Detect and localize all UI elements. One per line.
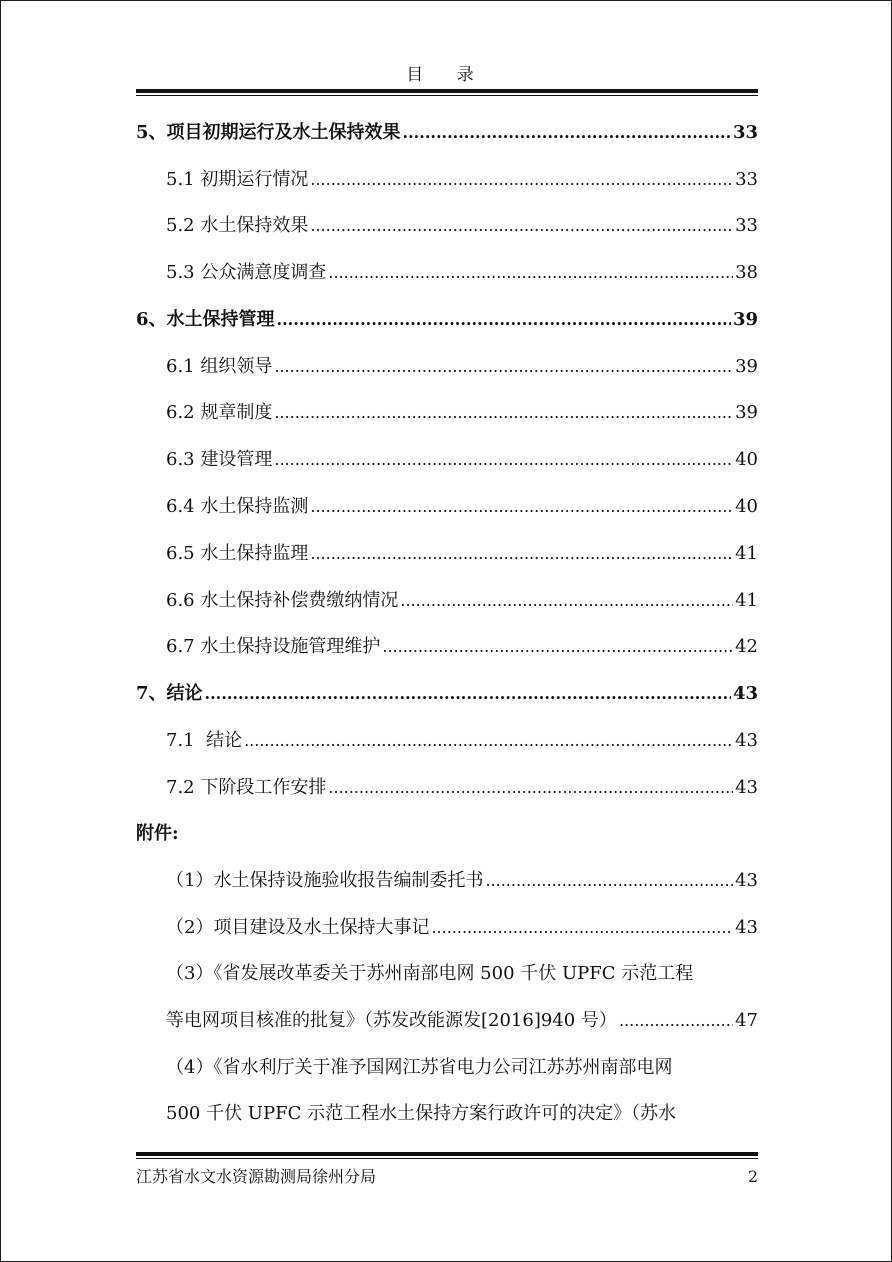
- dot-leader: [244, 729, 733, 753]
- dot-leader: [403, 121, 731, 145]
- dot-leader: [431, 916, 733, 940]
- toc-entry-page: 39: [735, 356, 758, 377]
- toc-entry-6-4[interactable]: [166, 495, 758, 519]
- toc-entry-5-2[interactable]: [166, 214, 758, 238]
- dot-leader: [382, 635, 733, 659]
- toc-entry-6-6[interactable]: [166, 589, 758, 613]
- toc-entry-7-2[interactable]: [166, 776, 758, 800]
- dot-leader: [400, 589, 733, 613]
- toc-entry-title: 6.1 组织领导: [166, 356, 273, 377]
- dot-leader: [310, 214, 733, 238]
- dot-leader: [274, 401, 733, 425]
- toc-entry-page: 43: [735, 730, 758, 751]
- appendix-item-2[interactable]: [166, 916, 758, 940]
- appendix-item-1[interactable]: [166, 869, 758, 893]
- dot-leader: [619, 1009, 733, 1033]
- toc-entry-title: 6.4 水土保持监测: [166, 496, 309, 517]
- toc-entry-page: 33: [735, 169, 758, 190]
- toc-entry-title: 6.5 水土保持监理: [166, 543, 309, 564]
- toc-entry-title: 6.3 建设管理: [166, 449, 273, 470]
- footer-page-number: 2: [747, 1167, 758, 1186]
- toc-entry-title: 5、项目初期运行及水土保持效果: [136, 122, 401, 143]
- toc-entry-page: 38: [735, 262, 758, 283]
- dot-leader: [310, 495, 733, 519]
- toc-entry-6[interactable]: [136, 308, 758, 332]
- toc-entry-page: 41: [735, 543, 758, 564]
- dot-leader: [274, 448, 733, 472]
- appendix-item-3-line-1[interactable]: （3）《省发展改革委关于苏州南部电网 500 千伏 UPFC 示范工程: [166, 963, 694, 984]
- toc-entry-page: 33: [732, 122, 758, 143]
- toc-entry-page: 42: [735, 636, 758, 657]
- toc-entry-page: 39: [735, 402, 758, 423]
- toc-entry-6-7[interactable]: [166, 635, 758, 659]
- toc-entry-title: （1）水土保持设施验收报告编制委托书: [166, 870, 484, 891]
- toc-entry-page: 39: [732, 309, 758, 330]
- toc-entry-title: 6、水土保持管理: [136, 309, 275, 330]
- toc-entry-title: 5.1 初期运行情况: [166, 169, 309, 190]
- toc-entry-title: 6.2 规章制度: [166, 402, 273, 423]
- toc-entry-page: 40: [735, 496, 758, 517]
- dot-leader: [310, 168, 733, 192]
- toc-entry-title: （2）项目建设及水土保持大事记: [166, 917, 430, 938]
- toc-entry-page: 33: [735, 215, 758, 236]
- footer-rule-thick: [136, 1152, 758, 1156]
- footer-rule-thin: [136, 1158, 758, 1159]
- toc-entry-5-3[interactable]: [166, 261, 758, 285]
- toc-entry-title: 5.2 水土保持效果: [166, 215, 309, 236]
- toc-entry-6-3[interactable]: [166, 448, 758, 472]
- toc-entry-title: 等电网项目核准的批复》（苏发改能源发[2016]940 号）: [166, 1010, 617, 1031]
- toc-entry-page: 43: [735, 917, 758, 938]
- appendix-heading: 附件:: [136, 823, 179, 844]
- toc-entry-title: 7、结论: [136, 683, 203, 704]
- footer-organization: 江苏省水文水资源勘测局徐州分局: [136, 1167, 377, 1186]
- toc-entry-title: 6.6 水土保持补偿费缴纳情况: [166, 590, 399, 611]
- toc-entry-5[interactable]: [136, 121, 758, 145]
- dot-leader: [205, 682, 731, 706]
- toc-entry-6-2[interactable]: [166, 401, 758, 425]
- toc-entry-title: 7.2 下阶段工作安排: [166, 777, 327, 798]
- toc-entry-7-1[interactable]: [166, 729, 758, 753]
- toc-entry-6-5[interactable]: [166, 542, 758, 566]
- appendix-item-4-line-1[interactable]: （4）《省水利厅关于准予国网江苏省电力公司江苏苏州南部电网: [166, 1057, 673, 1078]
- toc-entry-page: 43: [735, 870, 758, 891]
- toc-entry-7[interactable]: [136, 682, 758, 706]
- toc-entry-page: 43: [735, 777, 758, 798]
- toc-entry-title: 7.1 结论: [166, 730, 243, 751]
- dot-leader: [328, 776, 733, 800]
- dot-leader: [310, 542, 733, 566]
- toc-entry-page: 41: [735, 590, 758, 611]
- dot-leader: [274, 355, 733, 379]
- toc-entry-title: 5.3 公众满意度调查: [166, 262, 327, 283]
- dot-leader: [277, 308, 731, 332]
- dot-leader: [328, 261, 733, 285]
- toc-entry-5-1[interactable]: [166, 168, 758, 192]
- toc-entry-title: 6.7 水土保持设施管理维护: [166, 636, 381, 657]
- toc-entry-6-1[interactable]: [166, 355, 758, 379]
- toc-entry-page: 43: [732, 683, 758, 704]
- dot-leader: [485, 869, 733, 893]
- toc-entry-page: 47: [735, 1010, 758, 1031]
- toc-entry-page: 40: [735, 449, 758, 470]
- page-header-title: 目 录: [406, 65, 488, 85]
- appendix-item-4-line-2[interactable]: 500 千伏 UPFC 示范工程水土保持方案行政许可的决定》（苏水: [166, 1103, 677, 1124]
- appendix-item-3-line-2[interactable]: [166, 1009, 758, 1033]
